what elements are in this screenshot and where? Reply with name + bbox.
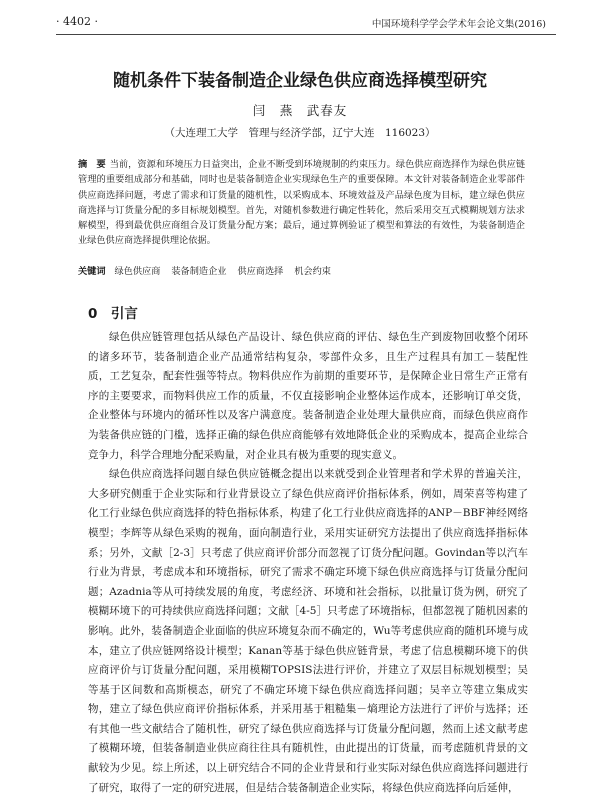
keyword-item: 供应商选择 (237, 266, 284, 277)
running-title: 中国环境科学学会学术年会论文集(2016) (371, 19, 546, 30)
keywords (78, 264, 525, 279)
keyword-item: 机会约束 (294, 266, 331, 277)
keyword-item: 装备制造企业 (171, 266, 227, 277)
abstract (78, 157, 525, 249)
abstract-text: 当前，资源和环境压力日益突出，企业不断受到环境规制的约束压力。绿色供应商选择作为绿色供应链管理的重要组成部分和基础，同时也是装备制造企业实现绿色生产的重要保障。本文针对装备制造企业零部件供应商选择问题，考虑了需求和订货量的随机性，以采购成本、环境效益及产品绿色度为目标，建立绿色供应商选择与订货量分配的多目标规划模型。首先，对随机参数进行确定性转化，然后采用交互式模糊规划方法求解模型，得到最优供应商组合及订货量分配方案；最后，通过算例验证了模型和算法的有效性，为装备制造企业绿色供应商选择提供理论依据。 (78, 159, 526, 247)
abstract-label: 摘 要 (78, 159, 106, 170)
running-header (56, 14, 556, 35)
body-paragraph: 绿色供应商选择问题自绿色供应链概念提出以来就受到企业管理者和学术界的普遍关注，大多研究侧重于企业实际和行业背景设立了绿色供应商评价指标体系，例如，周荣喜等构建了化工行业绿色供应商选择的特色指标体系，构建了化工行业供应商选择的ANP－BBF神经网络模型；李辉等从绿色采购的视角，面向制造行业，采用实证研究方法提出了供应商选择指标体系；另外，文献［2-3］只考虑了供应商评价部分而忽视了订货分配问题。Govindan等以汽车行业为背景，考虑成本和环境指标，研究了需求不确定环境下绿色供应商选择与订货量分配问题；Azadnia等从可持续发展的角度，考虑经济、环境和社会指标，以批量订货为例，研究了模糊环境下的可持续供应商选择问题；文献［4-5］只考虑了环境指标，但都忽视了随机因素的影响。此外，装备制造企业面临的供应环境复杂而不确定的，Wu等考虑供应商的随机环境与成本，建立了供应链网络设计模型；Kanan等基于绿色供应链背景，考虑了信息模糊环境下的供应商评价与订货量分配问题，采用模糊TOPSIS法进行评价，并建立了双层目标规划模型；吴等基于区间数和高斯模态，研究了不确定环境下绿色供应商选择问题；吴辛立等建立集成实物，建立了绿色供应商评价指标体系，并采用基于粗糙集－熵理论方法进行了评价与选择；还有其他一些文献结合了随机性，研究了绿色供应商选择与订货量分配问题，然而上述文献考虑了模糊环境，但装备制造业供应商往往具有随机性，由此提出的订货量，而考虑随机背景的文献较为少见。综上所述，以上研究结合不同的企业背景和行业实际对绿色供应商选择问题进行了研究，取得了一定的研究进展，但是结合装备制造企业实际，将绿色供应商选择向后延伸， (88, 468, 528, 794)
section-heading-introduction: 0 引言 (88, 306, 138, 322)
keywords-label: 关键词 (78, 266, 106, 277)
article-title: 随机条件下装备制造企业绿色供应商选择模型研究 (113, 71, 487, 91)
body-paragraph: 绿色供应链管理包括从绿色产品设计、绿色供应商的评估、绿色生产到废物回收整个闭环的诸多环节，装备制造企业产品通常结构复杂，零部件众多，且生产过程具有加工－装配性质，工艺复杂，配套性强等特点。物料供应作为前期的重要环节，是保障企业日常生产正常有序的主要要求，而物料供应工作的质量，不仅直接影响企业整体运作成本，还影响订单交货，企业整体与环境内的循环性以及客户满意度。装备制造企业处理大量供应商，而绿色供应商作为装备供应链的门槛，选择正确的绿色供应商能够有效地降低企业的采购成本，提高企业综合竞争力，科学合理地分配采购量，对企业具有极为重要的现实意义。 (88, 331, 528, 461)
article-authors: 闫 燕 武春友 (252, 103, 348, 118)
section-body (88, 328, 528, 798)
page-number: · 4402 · (56, 15, 98, 28)
keyword-item: 绿色供应商 (114, 266, 161, 277)
article-affiliation: （大连理工大学 管理与经济学部，辽宁大连 116023） (164, 127, 436, 139)
